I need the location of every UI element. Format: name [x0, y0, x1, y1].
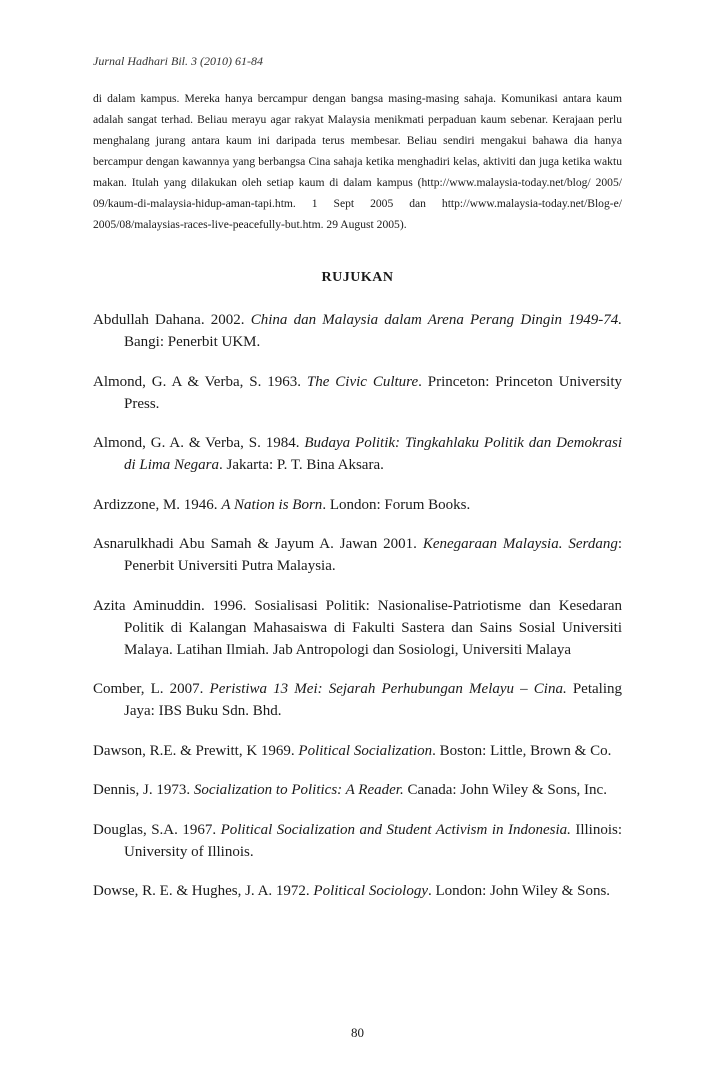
ref-title: A Nation is Born [221, 496, 323, 513]
reference-list [93, 309, 622, 920]
ref-title: The Civic Culture [306, 373, 419, 390]
ref-authors-year: Douglas, S.A. 1967. [93, 821, 221, 838]
ref-publisher: Petaling Jaya: IBS Buku Sdn. Bhd. [124, 681, 622, 719]
ref-publisher: . London: Forum Books. [322, 496, 471, 513]
ref-title: Political Sociology [313, 883, 428, 899]
ref-publisher: : Penerbit Universiti Putra Malaysia. [124, 536, 623, 574]
ref-title: Socialization to Politics: A Reader. [193, 782, 404, 798]
ref-publisher: Canada: John Wiley & Sons, Inc. [403, 782, 607, 798]
ref-publisher: . Boston: Little, Brown & Co. [432, 742, 612, 759]
reference-item [93, 740, 622, 762]
section-heading: RUJUKAN [321, 270, 394, 285]
reference-item [93, 819, 622, 863]
reference-item [93, 595, 622, 661]
ref-authors-year: Abdullah Dahana. 2002. [93, 312, 251, 328]
ref-authors-year: Ardizzone, M. 1946. [93, 496, 222, 513]
reference-item [93, 533, 622, 577]
page-number: 80 [351, 1025, 364, 1040]
ref-title: Kenegaraan Malaysia. Serdang [422, 536, 618, 552]
ref-authors-year: Asnarulkhadi Abu Samah & Jayum A. Jawan 2001. [93, 536, 423, 552]
ref-authors-year: Dawson, R.E. & Prewitt, K 1969. [93, 742, 299, 759]
ref-title: Political Socialization and Student Activism in Indonesia. [220, 821, 571, 838]
ref-authors-year: Comber, L. 2007. [93, 681, 210, 697]
reference-item [93, 371, 622, 415]
ref-publisher: Illinois: University of Illinois. [124, 821, 623, 860]
ref-publisher: . Princeton: Princeton University Press. [124, 373, 622, 412]
reference-item [93, 432, 622, 476]
ref-title: Peristiwa 13 Mei: Sejarah Perhubungan Melayu – Cina. [209, 681, 567, 697]
ref-title: Political Socialization [298, 742, 433, 759]
reference-item [93, 494, 622, 516]
ref-publisher: . London: John Wiley & Sons. [427, 883, 611, 899]
ref-authors-year: Dennis, J. 1973. [93, 782, 194, 798]
reference-item [93, 309, 622, 353]
running-head: Jurnal Hadhari Bil. 3 (2010) 61-84 [93, 54, 263, 68]
ref-publisher: Bangi: Penerbit UKM. [124, 334, 261, 350]
ref-publisher: . Jakarta: P. T. Bina Aksara. [219, 457, 384, 473]
ref-authors-year: Azita Aminuddin. 1996. Sosialisasi Politik: Nasionalise-Patriotisme dan Kesedaran Politik di Kalangan Mahasaiswa di Fakulti Sastera dan Sains Sosial Universiti Malaya. Latihan Ilmiah. Jab Antropologi dan Sosiologi, Universiti Malaya [93, 597, 622, 658]
ref-authors-year: Almond, G. A & Verba, S. 1963. [93, 373, 307, 390]
ref-authors-year: Dowse, R. E. & Hughes, J. A. 1972. [93, 883, 314, 899]
reference-item [93, 678, 622, 722]
ref-title: Budaya Politik: Tingkahlaku Politik dan Demokrasi di Lima Negara [124, 435, 622, 473]
reference-item [93, 779, 622, 801]
ref-title: China dan Malaysia dalam Arena Perang Dingin 1949-74. [250, 312, 622, 328]
body-paragraph: di dalam kampus. Mereka hanya bercampur dengan bangsa masing-masing sahaja. Komunikasi antara kaum adalah sangat terhad. Beliau merayu agar rakyat Malaysia menikmati perpaduan kaum sebenar. Kerajaan perlu menghalang jurang antara kaum ini daripada terus membesar. Beliau sendiri mengakui bahawa dia hanya bercampur dengan kawannya yang berbangsa Cina sahaja ketika menghadiri kelas, aktiviti dan juga ketika waktu makan. Itulah yang dilakukan oleh setiap kaum di dalam kampus (http://www.malaysia-today.net/blog/ 2005/ 09/kaum-di-malaysia-hidup-aman-tapi.htm. 1 Sept 2005 dan http://www.malaysia-today.net/Blog-e/ 2005/08/malaysias-races-live-peacefully-but.htm. 29 August 2005). [93, 92, 622, 231]
reference-item [93, 880, 622, 902]
ref-authors-year: Almond, G. A. & Verba, S. 1984. [93, 435, 305, 451]
